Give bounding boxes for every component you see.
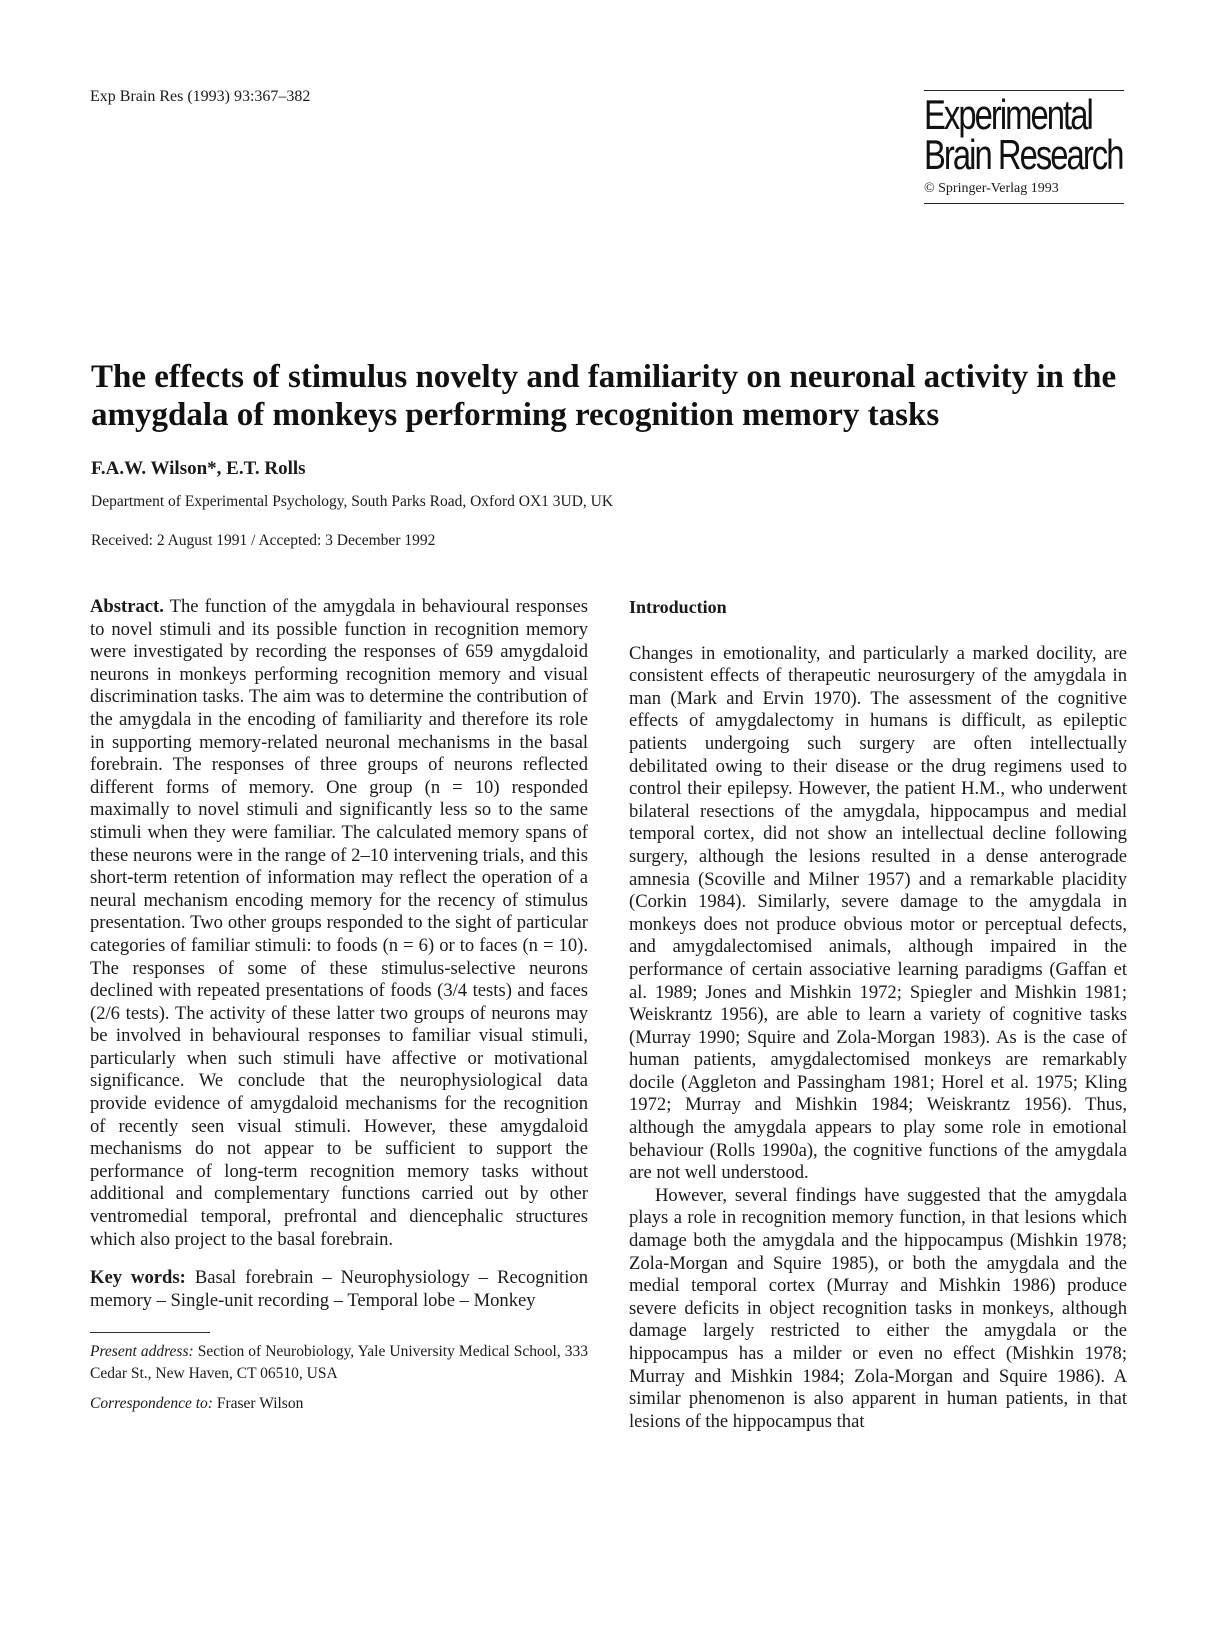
- abstract: [90, 596, 588, 1251]
- right-column: [629, 596, 1127, 1433]
- journal-logo: [924, 91, 1123, 178]
- introduction-heading: Introduction: [629, 597, 727, 617]
- footnote-divider: [90, 1332, 210, 1333]
- author-affiliation: Department of Experimental Psychology, South Parks Road, Oxford OX1 3UD, UK: [91, 493, 614, 510]
- correspondence-footnote: [90, 1393, 588, 1416]
- introduction-paragraph-1: Changes in emotionality, and particularly a marked docility, are consistent effects of therapeutic neurosurgery of the amygdala in man (Mark and Ervin 1970). The assessment of the cognitive effects of amygdalectomy in humans is difficult, as epileptic patients undergoing such surgery are often intellectually debilitated owing to their disease or the drug regimens used to control their epilepsy. However, the patient H.M., who underwent bilateral resections of the amygdala, hippocampus and medial temporal cortex, did not show an intellectual decline following surgery, although the lesions resulted in a dense anterograde amnesia (Scoville and Milner 1957) and a remarkable placidity (Corkin 1984). Similarly, severe damage to the amygdala in monkeys does not produce obvious motor or perceptual defects, and amygdalectomised animals, although impaired in the performance of certain associative learning paradigms (Gaffan et al. 1989; Jones and Mishkin 1972; Spiegler and Mishkin 1981; Weiskrantz 1956), are able to learn a variety of cognitive tasks (Murray 1990; Squire and Zola-Morgan 1983). As is the case of human patients, amygdalectomised monkeys are remarkably docile (Aggleton and Passingham 1981; Horel et al. 1975; Kling 1972; Murray and Mishkin 1984; Weiskrantz 1956). Thus, although the amygdala appears to play some role in emotional behaviour (Rolls 1990a), the cognitive functions of the amygdala are not well understood.: [629, 642, 1127, 1184]
- introduction-paragraph-2: However, several findings have suggested that the amygdala plays a role in recognition memory function, in that lesions which damage both the amygdala and the hippocampus (Mishkin 1978; Zola-Morgan and Squire 1985), or both the amygdala and the medial temporal cortex (Murray and Mishkin 1986) produce severe deficits in object recognition tasks in monkeys, although damage largely restricted to either the amygdala or the hippocampus has a milder or even no effect (Mishkin 1978; Murray and Mishkin 1984; Zola-Morgan and Squire 1986). A similar phenomenon is also apparent in human patients, in that lesions of the hippocampus that: [629, 1184, 1127, 1432]
- journal-name-line1: Experimental: [924, 91, 1092, 138]
- copyright-notice: © Springer-Verlag 1993: [924, 181, 1059, 196]
- abstract-text: The function of the amygdala in behavioural responses to novel stimuli and its possible function in recognition memory were investigated by recording the responses of 659 amygdaloid neurons in monkeys performing recognition memory and visual discrimination tasks. The aim was to determine the contribution of the amygdala in the encoding of familiarity and therefore its role in supporting memory-related neuronal mechanisms in the basal forebrain. The responses of three groups of neurons reflected different forms of memory. One group (n = 10) responded maximally to novel stimuli and significantly less so to the same stimuli when they were familiar. The calculated memory spans of these neurons were in the range of 2–10 intervening trials, and this short-term retention of information may reflect the operation of a neural mechanism encoding memory for the recency of stimulus presentation. Two other groups responded to the sight of particular categories of familiar stimuli: to foods (n = 6) or to faces (n = 10). The responses of some of these stimulus-selective neurons declined with repeated presentations of foods (3/4 tests) and faces (2/6 tests). The activity of these latter two groups of neurons may be involved in behavioural responses to familiar visual stimuli, particularly when such stimuli have affective or motivational significance. We conclude that the neurophysiological data provide evidence of amygdaloid mechanisms for the recognition of recently seen visual stimuli. However, these amygdaloid mechanisms do not appear to be sufficient to support the performance of long-term recognition memory tasks without additional and complementary functions carried out by other ventromedial temporal, prefrontal and diencephalic structures which also project to the basal forebrain.: [90, 596, 589, 1250]
- keywords: [90, 1267, 588, 1312]
- abstract-label: Abstract.: [90, 596, 164, 617]
- present-address-label: Present address:: [90, 1343, 194, 1361]
- journal-citation: Exp Brain Res (1993) 93:367–382: [90, 88, 311, 105]
- present-address-text: Section of Neurobiology, Yale University Medical School, 333 Cedar St., New Haven, CT 06510, USA: [90, 1343, 588, 1383]
- keywords-text: Basal forebrain – Neurophysiology – Recognition memory – Single-unit recording – Temporal lobe – Monkey: [90, 1267, 588, 1311]
- article-authors: F.A.W. Wilson*, E.T. Rolls: [91, 458, 306, 479]
- correspondence-text: Fraser Wilson: [216, 1395, 304, 1413]
- left-column: [90, 596, 588, 1416]
- correspondence-label: Correspondence to:: [90, 1395, 213, 1413]
- article-title: The effects of stimulus novelty and familiarity on neuronal activity in the amygdala of monkeys performing recognition memory tasks: [91, 359, 1117, 433]
- present-address-footnote: [90, 1341, 588, 1385]
- journal-masthead: [924, 90, 1124, 204]
- journal-name-line2: Brain Research: [924, 131, 1123, 178]
- keywords-label: Key words:: [90, 1267, 186, 1289]
- masthead-rule-bottom: [924, 203, 1124, 204]
- received-accepted-dates: Received: 2 August 1991 / Accepted: 3 December 1992: [91, 532, 436, 549]
